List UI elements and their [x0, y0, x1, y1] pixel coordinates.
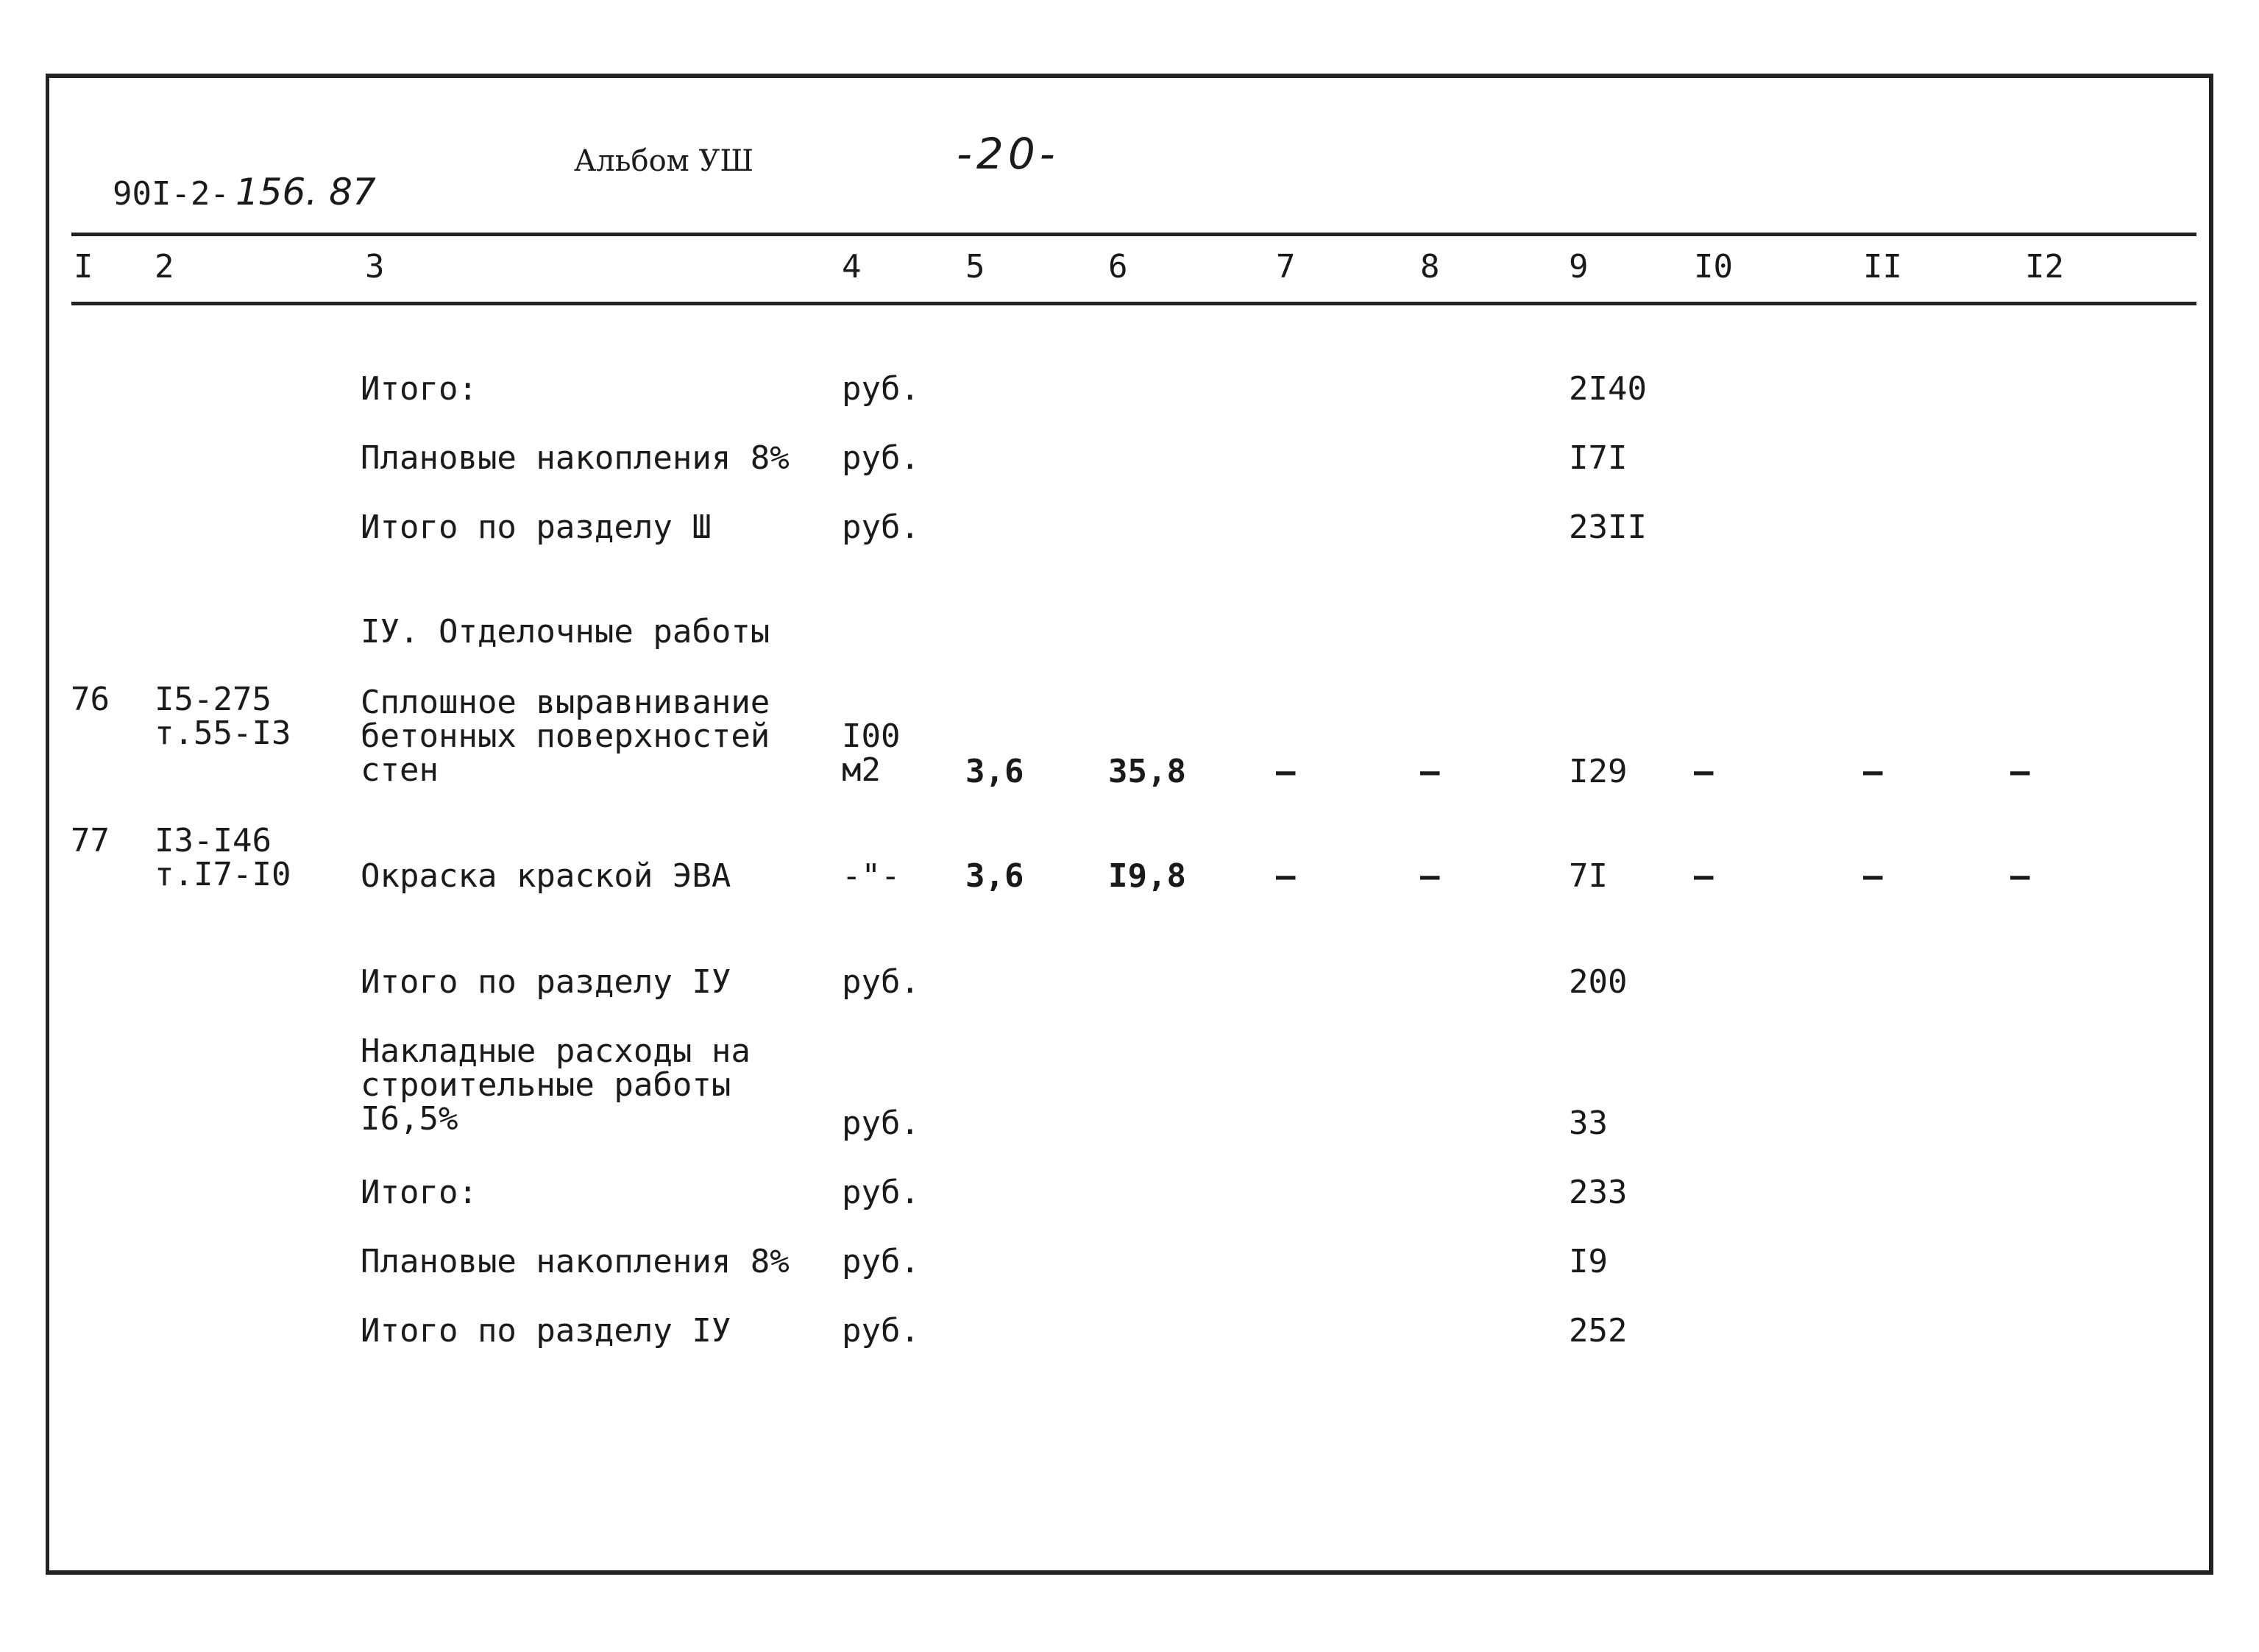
document-code-handwritten: 156. 87	[235, 171, 376, 213]
cell-col9: 7I	[1569, 857, 1608, 895]
item-unit: -"-	[842, 857, 901, 895]
document-code-printed: 90I-2-	[112, 175, 230, 213]
item-description: стен	[361, 751, 439, 789]
column-number: I0	[1694, 248, 1733, 286]
section-title: IУ. Отделочные работы	[361, 613, 770, 650]
column-number: 6	[1108, 248, 1128, 286]
total-unit: руб.	[842, 1105, 920, 1142]
column-number: 7	[1276, 248, 1296, 286]
total-label: Итого:	[361, 1174, 478, 1211]
total-unit: руб.	[842, 963, 920, 1001]
cell-col9: I29	[1569, 753, 1628, 790]
total-label: Плановые накопления 8%	[361, 1243, 790, 1280]
total-unit: руб.	[842, 508, 920, 546]
cell-col11: –	[1863, 753, 1883, 790]
cell-col6: 35,8	[1108, 753, 1186, 790]
total-unit: руб.	[842, 1243, 920, 1280]
item-description: бетонных поверхностей	[361, 717, 770, 755]
column-number: 3	[365, 248, 385, 286]
total-value: I7I	[1569, 439, 1628, 477]
column-number: 2	[155, 248, 174, 286]
total-value: I9	[1569, 1243, 1608, 1280]
column-number: 4	[842, 248, 862, 286]
total-label: Итого по разделу IУ	[361, 1312, 731, 1350]
item-code: I3-I46	[155, 822, 272, 859]
cell-col7: –	[1276, 753, 1296, 790]
total-unit: руб.	[842, 1174, 920, 1211]
total-label: Итого:	[361, 370, 478, 408]
column-number: I2	[2025, 248, 2064, 286]
column-number: I	[74, 248, 93, 286]
item-unit: I00	[842, 717, 901, 755]
total-label: Итого по разделу IУ	[361, 963, 731, 1001]
total-label: Плановые накопления 8%	[361, 439, 790, 477]
total-value: 200	[1569, 963, 1628, 1001]
total-unit: руб.	[842, 439, 920, 477]
cell-col5: 3,6	[965, 753, 1024, 790]
total-value: 252	[1569, 1312, 1628, 1350]
page-frame	[46, 74, 2213, 1575]
cell-col10: –	[1694, 753, 1714, 790]
cell-col11: –	[1863, 857, 1883, 895]
cell-col10: –	[1694, 857, 1714, 895]
total-label: Накладные расходы на	[361, 1032, 751, 1070]
cell-col6: I9,8	[1108, 857, 1186, 895]
column-number: 5	[965, 248, 985, 286]
item-description: Сплошное выравнивание	[361, 684, 770, 721]
header-top-rule	[71, 233, 2196, 236]
cell-col8: –	[1420, 857, 1440, 895]
column-number: 8	[1420, 248, 1440, 286]
item-code: I5-275	[155, 681, 272, 718]
total-unit: руб.	[842, 370, 920, 408]
cell-col12: –	[2010, 857, 2030, 895]
total-label: строительные работы	[361, 1066, 731, 1104]
total-label: I6,5%	[361, 1100, 458, 1138]
column-number: II	[1863, 248, 1902, 286]
item-description: Окраска краской ЭВА	[361, 857, 731, 895]
total-value: 33	[1569, 1105, 1608, 1142]
cell-col7: –	[1276, 857, 1296, 895]
item-code: т.I7-I0	[155, 856, 291, 893]
cell-col5: 3,6	[965, 857, 1024, 895]
total-unit: руб.	[842, 1312, 920, 1350]
total-label: Итого по разделу Ш	[361, 508, 712, 546]
header-bottom-rule	[71, 302, 2196, 305]
document-code	[74, 141, 376, 211]
item-number: 76	[71, 681, 110, 718]
total-value: 23II	[1569, 508, 1647, 546]
item-number: 77	[71, 822, 110, 859]
cell-col12: –	[2010, 753, 2030, 790]
item-code: т.55-I3	[155, 715, 291, 752]
column-number: 9	[1569, 248, 1589, 286]
total-value: 233	[1569, 1174, 1628, 1211]
album-label: Альбом УШ	[574, 144, 754, 178]
cell-col8: –	[1420, 753, 1440, 790]
item-unit: м2	[842, 751, 881, 789]
total-value: 2I40	[1569, 370, 1647, 408]
page-number: -20-	[957, 129, 1060, 179]
